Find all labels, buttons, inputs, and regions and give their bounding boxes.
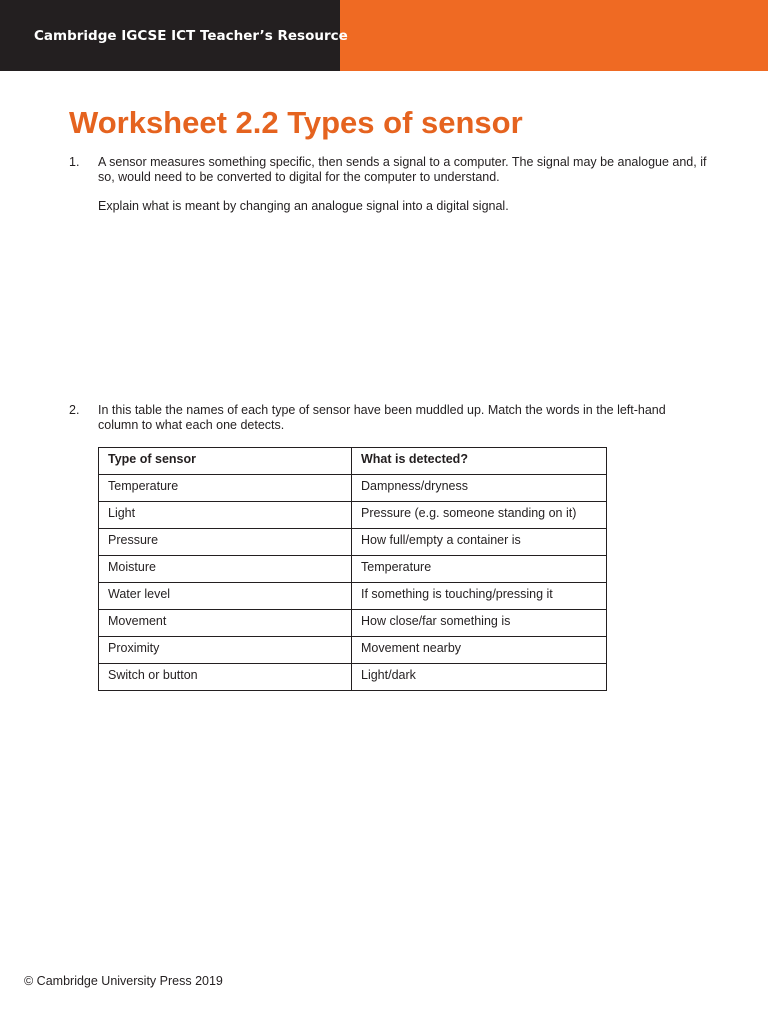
- question-2-number: 2.: [69, 403, 80, 417]
- question-1-number: 1.: [69, 155, 80, 169]
- table-row: [99, 610, 607, 637]
- sensor-type-cell: Water level: [99, 583, 352, 610]
- table-row: [99, 502, 607, 529]
- sensor-type-cell: Proximity: [99, 637, 352, 664]
- sensor-matching-table: [98, 447, 607, 691]
- copyright-footer: © Cambridge University Press 2019: [24, 974, 223, 988]
- table-row: [99, 664, 607, 691]
- table-row: [99, 529, 607, 556]
- detected-cell: Pressure (e.g. someone standing on it): [352, 502, 607, 529]
- header-title: Cambridge IGCSE ICT Teacher’s Resource: [34, 28, 348, 44]
- sensor-type-cell: Temperature: [99, 475, 352, 502]
- sensor-type-cell: Movement: [99, 610, 352, 637]
- table-row: [99, 637, 607, 664]
- question-2-text: In this table the names of each type of sensor have been muddled up. Match the words in the left-hand column to what each one detects.: [98, 403, 666, 432]
- question-1-instruction: Explain what is meant by changing an analogue signal into a digital signal.: [98, 199, 509, 213]
- column-header-sensor-type: Type of sensor: [99, 448, 352, 475]
- header-bar-accent: [340, 0, 768, 71]
- table-row: [99, 583, 607, 610]
- detected-cell: How close/far something is: [352, 610, 607, 637]
- detected-cell: Movement nearby: [352, 637, 607, 664]
- table-row: [99, 556, 607, 583]
- table-row: [99, 475, 607, 502]
- sensor-type-cell: Moisture: [99, 556, 352, 583]
- table-header-row: [99, 448, 607, 475]
- detected-cell: Temperature: [352, 556, 607, 583]
- detected-cell: Dampness/dryness: [352, 475, 607, 502]
- detected-cell: Light/dark: [352, 664, 607, 691]
- sensor-type-cell: Pressure: [99, 529, 352, 556]
- question-1-text: A sensor measures something specific, then sends a signal to a computer. The signal may be analogue and, if so, would need to be converted to digital for the computer to understand.: [98, 155, 707, 184]
- worksheet-title: Worksheet 2.2 Types of sensor: [69, 105, 523, 140]
- detected-cell: How full/empty a container is: [352, 529, 607, 556]
- column-header-detected: What is detected?: [352, 448, 607, 475]
- detected-cell: If something is touching/pressing it: [352, 583, 607, 610]
- sensor-type-cell: Light: [99, 502, 352, 529]
- sensor-type-cell: Switch or button: [99, 664, 352, 691]
